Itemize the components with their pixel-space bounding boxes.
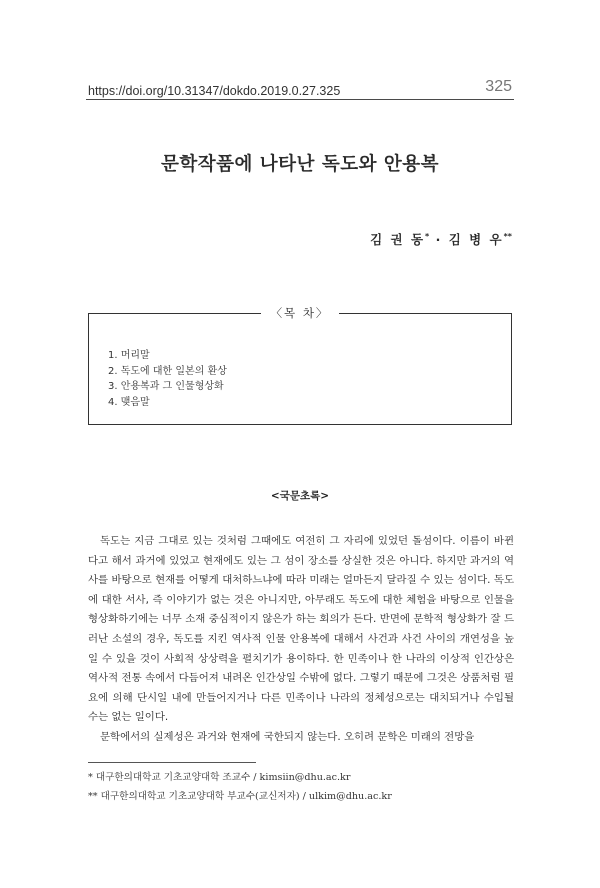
toc-item: 1. 머리말 [108,350,150,361]
footnote-author-1: * 대구한의대학교 기초교양대학 조교수 / kimsiin@dhu.ac.kr [88,772,351,783]
toc-heading [0,305,600,321]
toc-heading-text: 〈목 차〉 [261,306,340,320]
toc-item: 2. 독도에 대한 일본의 환상 [108,365,227,377]
page-number: 325 [485,78,512,95]
author-1-name: 김 권 동 [370,232,426,247]
toc-item: 4. 맺음말 [108,396,150,408]
abstract-paragraph: 문학에서의 실제성은 과거와 현재에 국한되지 않는다. 오히려 문학은 미래의 전망을 [100,730,475,743]
author-2-name: 김 병 우 [448,232,504,247]
author-line [370,230,512,248]
author-separator: · [435,232,443,247]
abstract-paragraph: 독도는 지금 그대로 있는 것처럼 그때에도 여전히 그 자리에 있었던 돌섬이다. 이름이 바뀐다고 해서 과거에 있었고 현재에도 있는 그 섬이 장소를 상실한 것은 아니다. 하지만 과거의 역사를 바탕으로 현재를 어떻게 대처하느냐에 따라 미래는 얼마든지 달라질 수 있는 섬이다. 독도에 대한 서사, 즉 이야기가 없는 것은 아니지만, 아무래도 독도에 대한 체험을 바탕으로 인물을 형상화하기에는 너무 소재 중심적이지 않은가 하는 회의가 든다. 반면에 문학적 형상화가 잘 드러난 소설의 경우, 독도를 지킨 역사적 인물 안용복에 대해서 사건과 사건 사이의 개연성을 높일 수 있을 것이 사회적 상상력을 펼치기가 용이하다. 한 민족이나 한 나라의 이상적 인간상은 역사적 전통 속에서 다듬어져 내려온 인간상일 수밖에 없다. 그렇기 때문에 그것은 상품처럼 필요에 의해 단시일 내에 만들어지거나 다른 민족이나 나라의 정체성으로는 대치되거나 수입될 수는 없는 일이다. [88,535,514,724]
toc-item: 3. 안용복과 그 인물형상화 [108,381,224,392]
abstract-heading: <국문초록> [270,490,330,502]
toc-list [108,348,227,410]
paper-title: 문학작품에 나타난 독도와 안용복 [160,154,440,175]
footnotes [88,768,392,806]
doi-link[interactable]: https://doi.org/10.31347/dokdo.2019.0.27.325 [88,84,341,98]
footnote-divider [88,762,256,763]
header-divider [86,99,514,100]
footnote-author-2: ** 대구한의대학교 기초교양대학 부교수(교신저자) / ulkim@dhu.ac.kr [88,791,392,802]
author-1-footnote-mark: * [425,231,430,241]
author-2-footnote-mark: ** [503,231,512,241]
abstract-body [88,532,514,748]
